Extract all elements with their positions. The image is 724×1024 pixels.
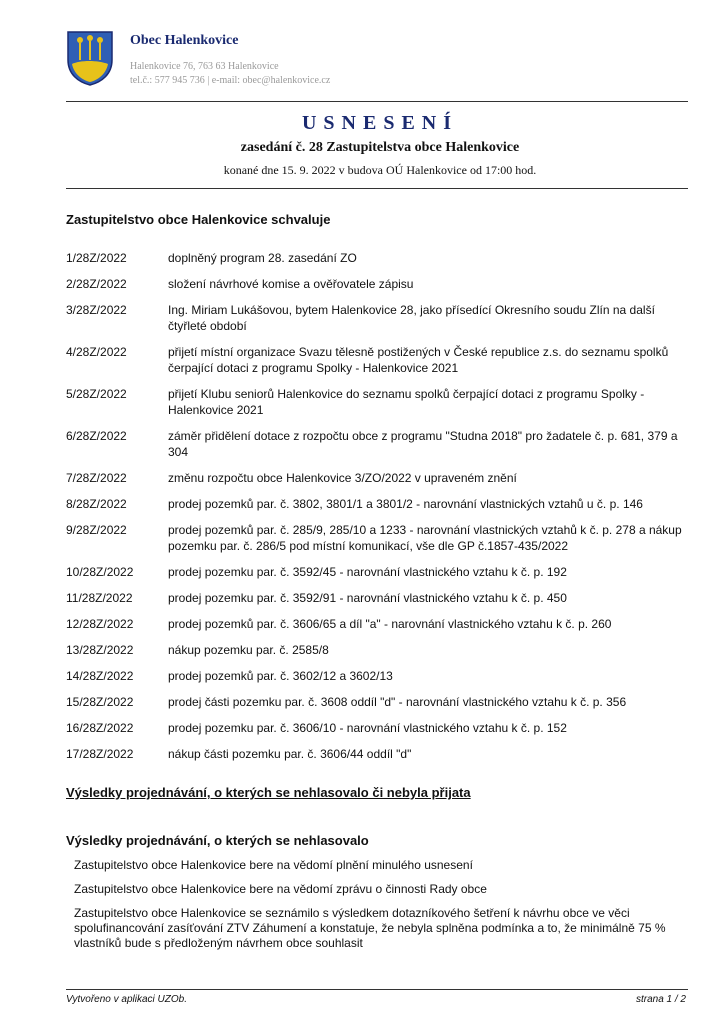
resolution-text: prodej pozemku par. č. 3606/10 - narovnání vlastnického vztahu k č. p. 152	[168, 721, 567, 735]
resolution-text: doplněný program 28. zasedání ZO	[168, 251, 357, 265]
resolution-number: 2/28Z/2022	[66, 277, 127, 291]
resolution-item	[66, 344, 688, 376]
page-number: strana 1 / 2	[635, 994, 686, 1005]
resolution-text: prodej pozemků par. č. 285/9, 285/10 a 1233 - narovnání vlastnických vztahů k č. p. 278 a nákup pozemku par. č. 286/5 pod místní komunikací, vše dle GP č.1857-435/2022	[168, 523, 682, 553]
resolution-number: 1/28Z/2022	[66, 251, 127, 265]
resolution-text: změnu rozpočtu obce Halenkovice 3/ZO/2022 v upraveném znění	[168, 471, 517, 485]
resolution-number: 8/28Z/2022	[66, 497, 127, 511]
resolution-item	[66, 250, 688, 266]
resolution-text: prodej části pozemku par. č. 3608 oddíl "d" - narovnání vlastnického vztahu k č. p. 356	[168, 695, 627, 709]
footer-created-by: Vytvořeno v aplikaci UZOb.	[66, 994, 187, 1005]
resolution-item	[66, 496, 688, 512]
notes-list	[74, 858, 688, 960]
resolution-item	[66, 616, 688, 632]
resolution-text: nákup pozemku par. č. 2585/8	[168, 643, 329, 657]
section-heading-not-voted: Výsledky projednávání, o kterých se nehlasovalo	[66, 833, 369, 848]
resolution-number: 5/28Z/2022	[66, 387, 127, 401]
municipal-crest	[66, 30, 114, 86]
resolution-item	[66, 428, 688, 460]
resolution-text: prodej pozemků par. č. 3602/12 a 3602/13	[168, 669, 393, 683]
note-item: Zastupitelstvo obce Halenkovice se seznámilo s výsledkem dotazníkového šetření k návrhu obce ve věci spolufinancování zasíťování ZTV Záhumení a konstatuje, že nebyla splněna podmínka a to, že minimálně 75 % vlastníků bude s předloženým návrhem obce souhlasit	[74, 906, 666, 950]
organization-name: Obec Halenkovice	[130, 33, 239, 48]
resolution-number: 12/28Z/2022	[66, 617, 134, 631]
resolution-item	[66, 694, 688, 710]
header-divider	[66, 101, 688, 102]
resolution-number: 3/28Z/2022	[66, 303, 127, 317]
resolution-number: 9/28Z/2022	[66, 523, 127, 537]
resolution-number: 10/28Z/2022	[66, 565, 134, 579]
resolution-number: 17/28Z/2022	[66, 747, 134, 761]
resolution-item	[66, 302, 688, 334]
note-item: Zastupitelstvo obce Halenkovice bere na vědomí zprávu o činnosti Rady obce	[74, 882, 487, 896]
resolution-text: záměr přidělení dotace z rozpočtu obce z programu "Studna 2018" pro žadatele č. p. 681, 379 a 304	[168, 429, 678, 459]
resolution-item	[66, 668, 688, 684]
document-title: USNESENÍ	[301, 112, 459, 134]
resolution-number: 16/28Z/2022	[66, 721, 134, 735]
resolution-text: složení návrhové komise a ověřovatele zápisu	[168, 277, 414, 291]
resolution-number: 4/28Z/2022	[66, 345, 127, 359]
resolution-text: prodej pozemku par. č. 3592/91 - narovnání vlastnického vztahu k č. p. 450	[168, 591, 567, 605]
resolution-text: prodej pozemku par. č. 3592/45 - narovnání vlastnického vztahu k č. p. 192	[168, 565, 567, 579]
resolution-item	[66, 470, 688, 486]
resolution-item	[66, 642, 688, 658]
resolution-text: Ing. Miriam Lukášovou, bytem Halenkovice 28, jako přísedící Okresního soudu Zlín na další čtyřleté období	[168, 303, 655, 333]
resolution-item	[66, 720, 688, 736]
resolution-item	[66, 276, 688, 292]
resolution-item	[66, 746, 688, 762]
resolution-item	[66, 522, 688, 554]
resolution-item	[66, 590, 688, 606]
note-item: Zastupitelstvo obce Halenkovice bere na vědomí plnění minulého usnesení	[74, 858, 473, 872]
resolution-item	[66, 386, 688, 418]
resolution-list	[66, 250, 688, 772]
resolution-text: přijetí místní organizace Svazu tělesně postižených v České republice z.s. do seznamu spolků čerpající dotaci z programu Spolky - Halenkovice 2021	[168, 345, 669, 375]
address-line: Halenkovice 76, 763 63 Halenkovice	[130, 61, 279, 72]
resolution-number: 6/28Z/2022	[66, 429, 127, 443]
resolution-number: 13/28Z/2022	[66, 643, 134, 657]
resolution-text: prodej pozemků par. č. 3802, 3801/1 a 3801/2 - narovnání vlastnických vztahů u č. p. 146	[168, 497, 643, 511]
resolution-number: 15/28Z/2022	[66, 695, 134, 709]
contact-line: tel.č.: 577 945 736 | e-mail: obec@halenkovice.cz	[130, 75, 331, 86]
resolution-text: přijetí Klubu seniorů Halenkovice do seznamu spolků čerpající dotaci z programu Spolky - Halenkovice 2021	[168, 387, 645, 417]
title-divider	[66, 188, 688, 189]
meeting-info: konané dne 15. 9. 2022 v budova OÚ Halenkovice od 17:00 hod.	[223, 163, 537, 177]
approves-heading: Zastupitelstvo obce Halenkovice schvaluje	[66, 212, 331, 227]
organization-address	[130, 60, 330, 88]
resolution-number: 14/28Z/2022	[66, 669, 134, 683]
resolution-number: 11/28Z/2022	[66, 591, 133, 605]
resolution-text: prodej pozemků par. č. 3606/65 a díl "a" - narovnání vlastnického vztahu k č. p. 260	[168, 617, 612, 631]
resolution-item	[66, 564, 688, 580]
resolution-number: 7/28Z/2022	[66, 471, 127, 485]
footer-divider	[66, 989, 688, 990]
section-heading-not-voted-or-rejected: Výsledky projednávání, o kterých se nehlasovalo či nebyla přijata	[66, 785, 471, 800]
resolution-text: nákup části pozemku par. č. 3606/44 oddíl "d"	[168, 747, 412, 761]
document-subtitle: zasedání č. 28 Zastupitelstva obce Halenkovice	[240, 140, 520, 155]
